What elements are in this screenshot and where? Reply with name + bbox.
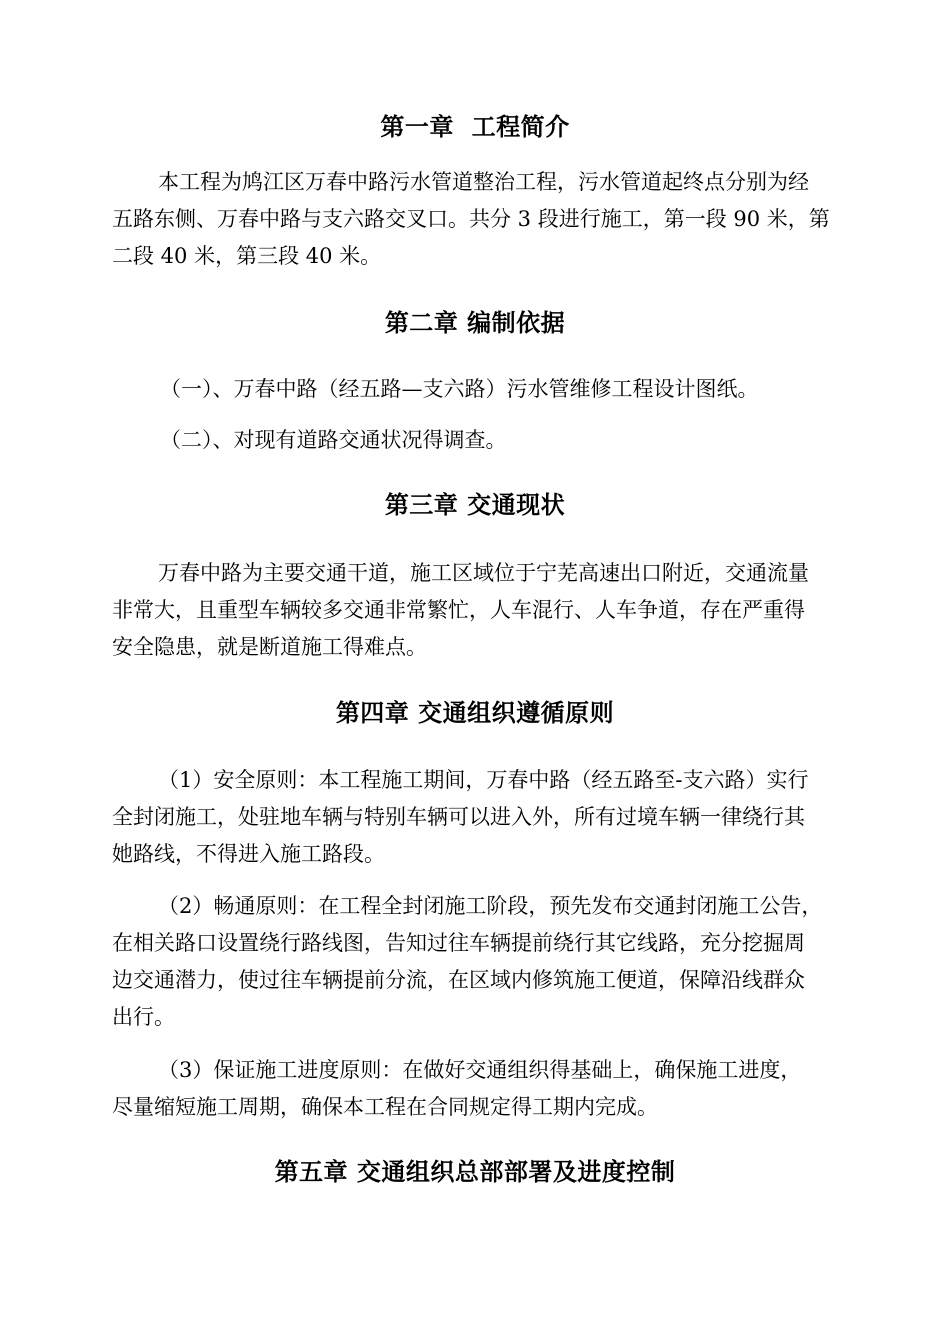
- chapter-4-title: 第四章 交通组织遵循原则: [335, 698, 615, 727]
- paragraph-line: 本工程为鸠江区万春中路污水管道整治工程，污水管道起终点分别为经: [158, 170, 809, 194]
- paragraph-line: 在相关路口设置绕行路线图，告知过往车辆提前绕行其它线路，充分挖掘周: [112, 931, 805, 955]
- chapter-4-paragraph-1: [112, 762, 864, 873]
- paragraph-line: （3）保证施工进度原则：在做好交通组织得基础上，确保施工进度，: [158, 1058, 802, 1082]
- chapter-5-title: 第五章 交通组织总部部署及进度控制: [274, 1157, 676, 1186]
- paragraph-line: 全封闭施工，处驻地车辆与特别车辆可以进入外，所有过境车辆一律绕行其: [112, 805, 805, 829]
- chapter-2-item-2: （二）、对现有道路交通状况得调查。: [160, 428, 507, 452]
- paragraph-line: 安全隐患，就是断道施工得难点。: [112, 635, 427, 659]
- paragraph-line: 五路东侧、万春中路与支六路交叉口。共分 3 段进行施工，第一段 90 米，第: [112, 207, 830, 231]
- chapter-4-paragraph-3: [112, 1052, 864, 1126]
- paragraph-line: 她路线，不得进入施工路段。: [112, 842, 385, 866]
- chapter-2-item-1: （一）、万春中路（经五路—支六路）污水管维修工程设计图纸。: [160, 377, 759, 401]
- chapter-1-title: 第一章 工程简介: [380, 112, 570, 141]
- paragraph-line: 尽量缩短施工周期，确保本工程在合同规定得工期内完成。: [112, 1095, 658, 1119]
- paragraph-line: （2）畅通原则：在工程全封闭施工阶段，预先发布交通封闭施工公告，: [158, 894, 823, 918]
- paragraph-line: 边交通潜力，使过往车辆提前分流，在区域内修筑施工便道，保障沿线群众: [112, 968, 805, 992]
- paragraph-line: 出行。: [112, 1005, 175, 1029]
- chapter-3-title: 第三章 交通现状: [384, 490, 566, 519]
- chapter-3-paragraph: [112, 555, 864, 666]
- chapter-4-paragraph-2: [112, 888, 864, 1036]
- chapter-1-paragraph: [112, 164, 864, 275]
- chapter-2-title: 第二章 编制依据: [384, 308, 566, 337]
- paragraph-line: 万春中路为主要交通干道，施工区域位于宁芜高速出口附近，交通流量: [158, 561, 809, 585]
- paragraph-line: 二段 40 米，第三段 40 米。: [112, 244, 382, 268]
- paragraph-line: （1）安全原则：本工程施工期间，万春中路（经五路至-支六路）实行: [158, 768, 809, 792]
- paragraph-line: 非常大，且重型车辆较多交通非常繁忙，人车混行、人车争道，存在严重得: [112, 598, 805, 622]
